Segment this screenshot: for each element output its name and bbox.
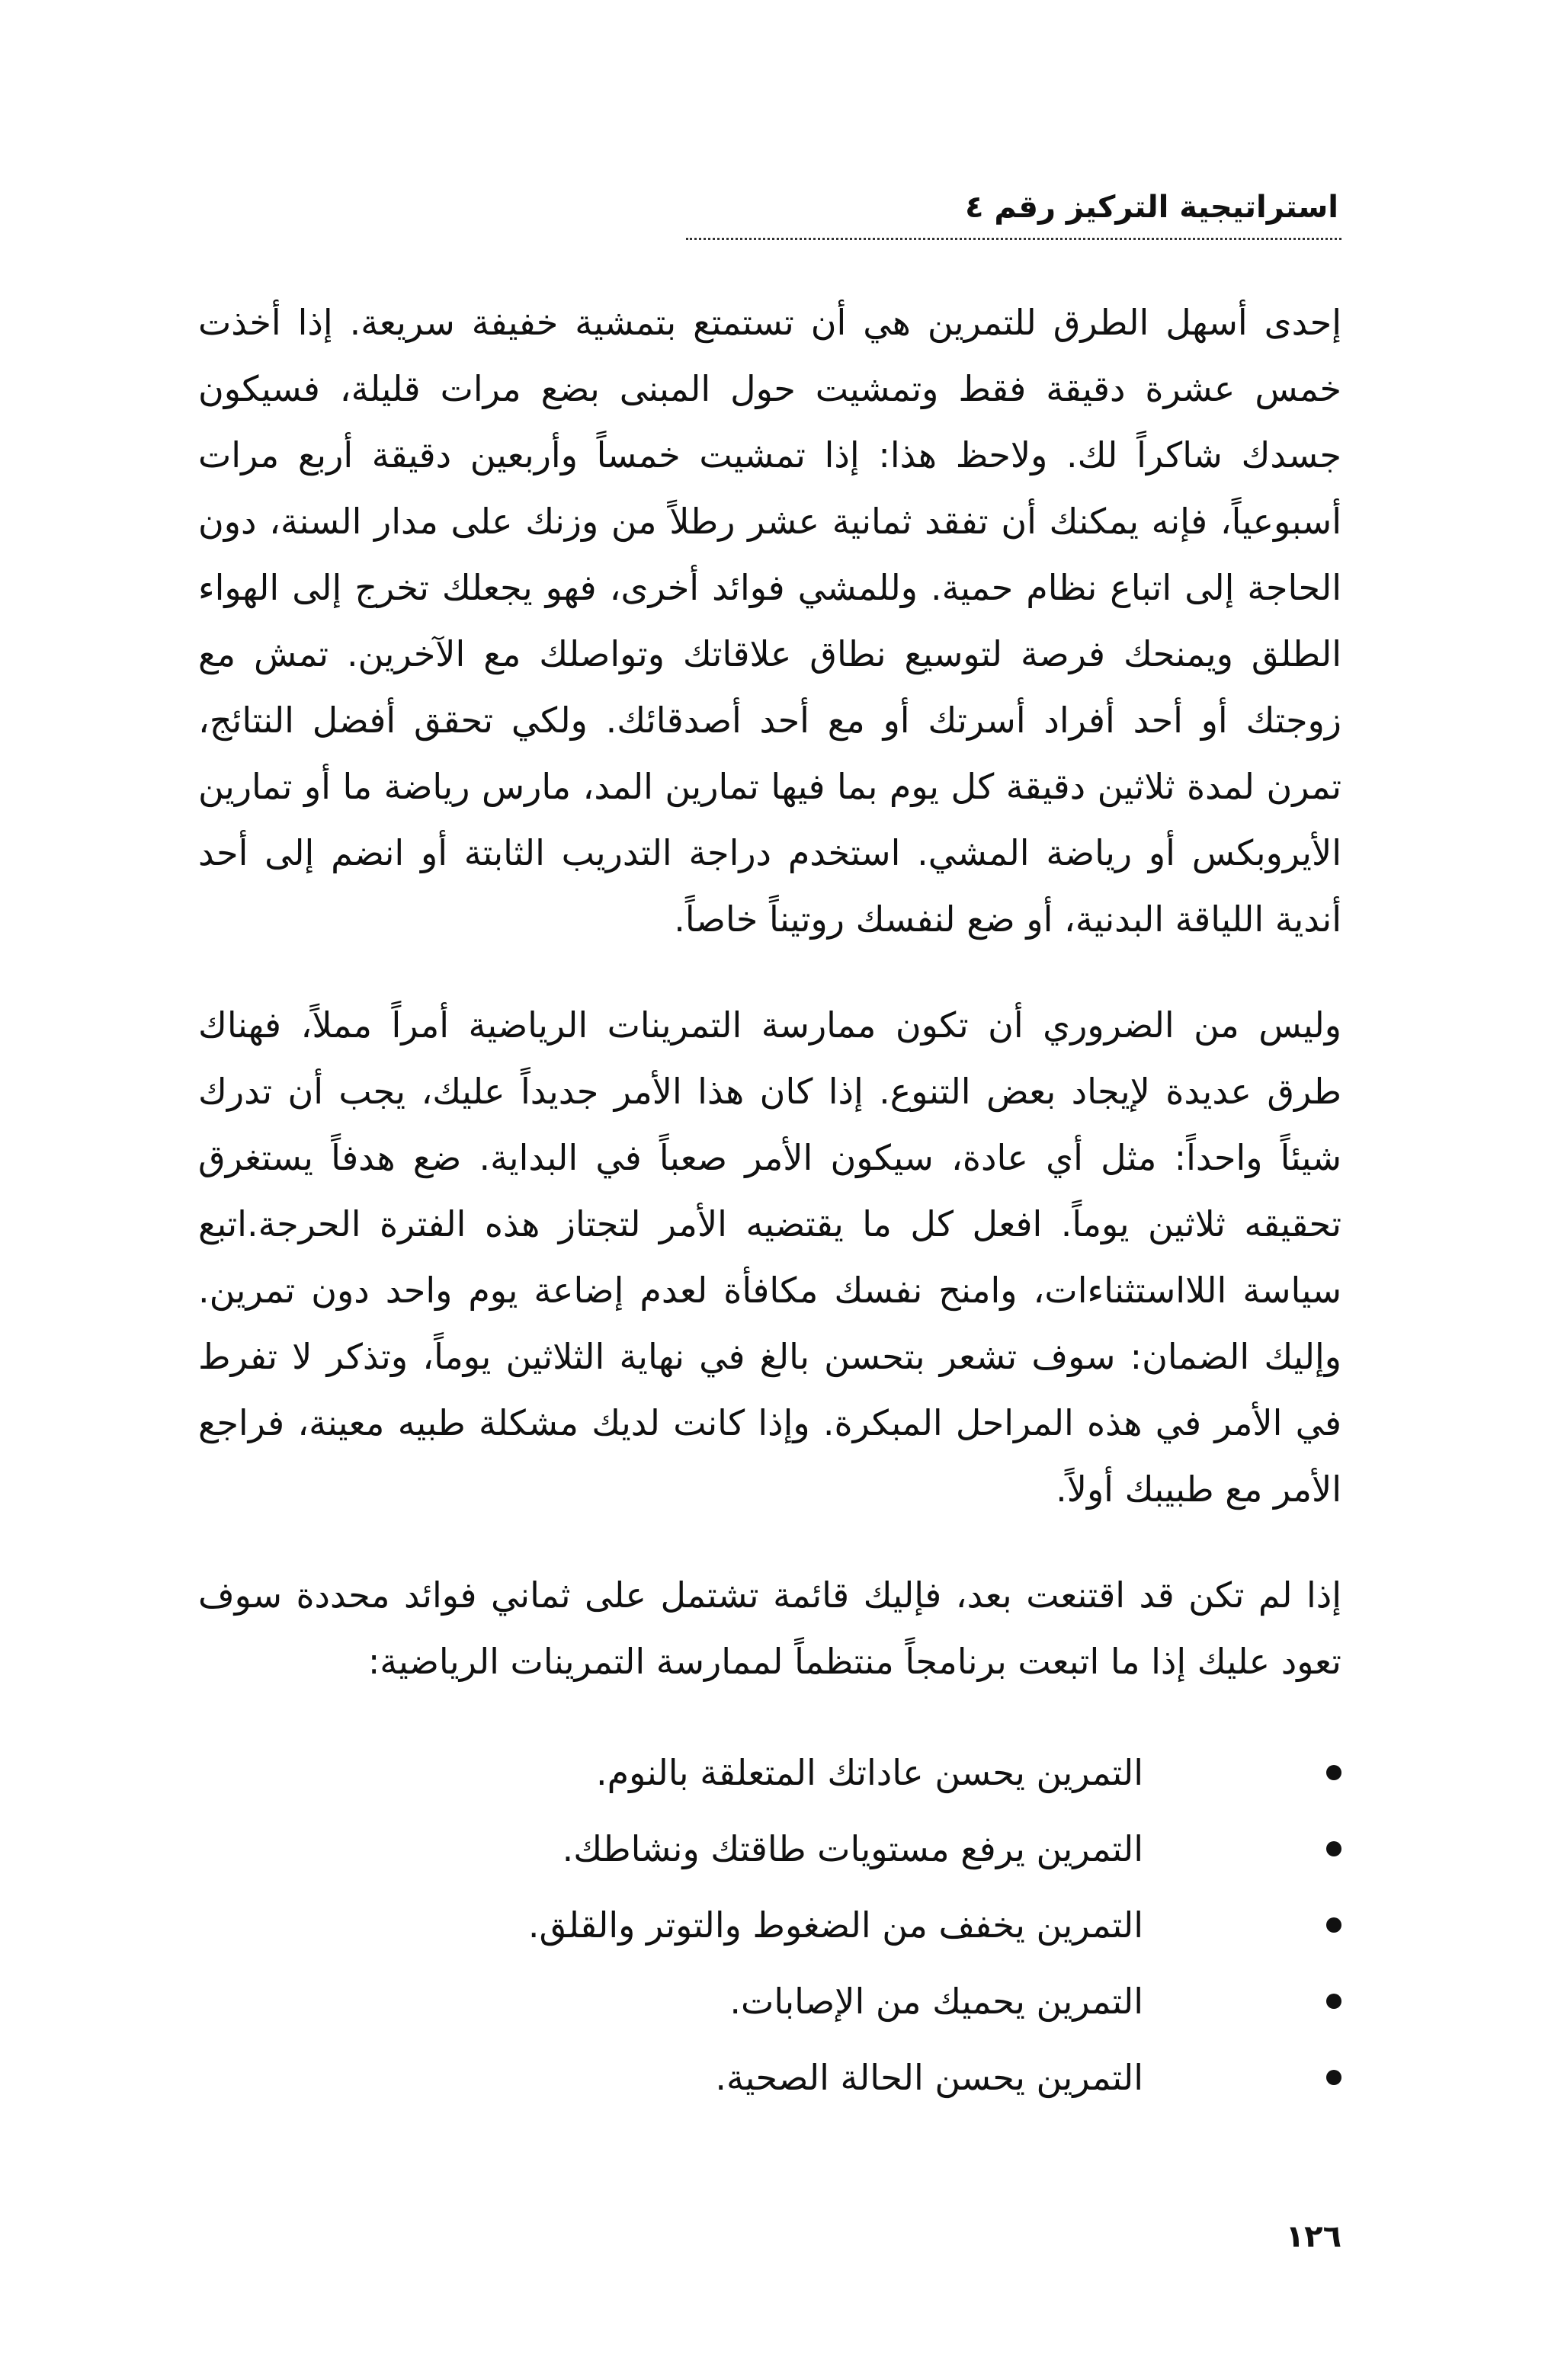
list-item-text: التمرين يحسن عاداتك المتعلقة بالنوم. xyxy=(595,1752,1143,1793)
list-item xyxy=(198,1811,1341,1887)
list-item xyxy=(198,1887,1341,1963)
bullet-icon xyxy=(1326,1841,1341,1856)
body-text xyxy=(198,290,1341,2116)
running-header-title: استراتيجية التركيز رقم ٤ xyxy=(965,190,1338,225)
list-item-text: التمرين يرفع مستويات طاقتك ونشاطك. xyxy=(562,1828,1143,1869)
list-item-text: التمرين يخفف من الضغوط والتوتر والقلق. xyxy=(527,1904,1143,1946)
bullet-icon xyxy=(1326,1917,1341,1933)
bullet-icon xyxy=(1326,1994,1341,2009)
bullet-icon xyxy=(1326,1765,1341,1780)
list-item-text: التمرين يحسن الحالة الصحية. xyxy=(715,2057,1143,2098)
list-item xyxy=(198,1735,1341,1811)
list-item-text: التمرين يحميك من الإصابات. xyxy=(729,1981,1143,2022)
list-item xyxy=(198,1963,1341,2039)
paragraph-walking: إحدى أسهل الطرق للتمرين هي أن تستمتع بتمشية خفيفة سريعة. إذا أخذت خمس عشرة دقيقة فقط وتمشيت حول المبنى بضع مرات قليلة، فسيكون جسدك شاكراً لك. ولاحظ هذا: إذا تمشيت خمساً وأربعين دقيقة أربع مرات أسبوعياً، فإنه يمكنك أن تفقد ثمانية عشر رطلاً من وزنك على مدار السنة، دون الحاجة إلى اتباع نظام حمية. وللمشي فوائد أخرى، فهو يجعلك تخرج إلى الهواء الطلق ويمنحك فرصة لتوسيع نطاق علاقاتك وتواصلك مع الآخرين. تمش مع زوجتك أو أحد أفراد أسرتك أو مع أحد أصدقائك. ولكي تحقق أفضل النتائج، تمرن لمدة ثلاثين دقيقة كل يوم بما فيها تمارين المد، مارس رياضة ما أو تمارين الأيروبكس أو رياضة المشي. استخدم دراجة التدريب الثابتة أو انضم إلى أحد أندية اللياقة البدنية، أو ضع لنفسك روتيناً خاصاً. xyxy=(198,302,1341,940)
list-item xyxy=(198,2039,1341,2116)
benefits-list xyxy=(198,1735,1341,2116)
bullet-icon xyxy=(1326,2070,1341,2085)
page-number: ١٢٦ xyxy=(1285,2219,1341,2254)
paragraph-benefits-intro: إذا لم تكن قد اقتنعت بعد، فإليك قائمة تشتمل على ثماني فوائد محددة سوف تعود عليك إذا ما اتبعت برنامجاً منتظماً لممارسة التمرينات الرياضية: xyxy=(198,1574,1341,1682)
paragraph-variety: وليس من الضروري أن تكون ممارسة التمرينات الرياضية أمراً مملاً، فهناك طرق عديدة لإيجاد بعض التنوع. إذا كان هذا الأمر جديداً عليك، يجب أن تدرك شيئاً واحداً: مثل أي عادة، سيكون الأمر صعباً في البداية. ضع هدفاً يستغرق تحقيقه ثلاثين يوماً. افعل كل ما يقتضيه الأمر لتجتاز هذه الفترة الحرجة.اتبع سياسة اللااستثناءات، وامنح نفسك مكافأة لعدم إضاعة يوم واحد دون تمرين. وإليك الضمان: سوف تشعر بتحسن بالغ في نهاية الثلاثين يوماً، وتذكر لا تفرط في الأمر في هذه المراحل المبكرة. وإذا كانت لديك مشكلة طبيه معينة، فراجع الأمر مع طبيبك أولاً. xyxy=(198,1004,1341,1510)
running-header xyxy=(686,184,1341,240)
